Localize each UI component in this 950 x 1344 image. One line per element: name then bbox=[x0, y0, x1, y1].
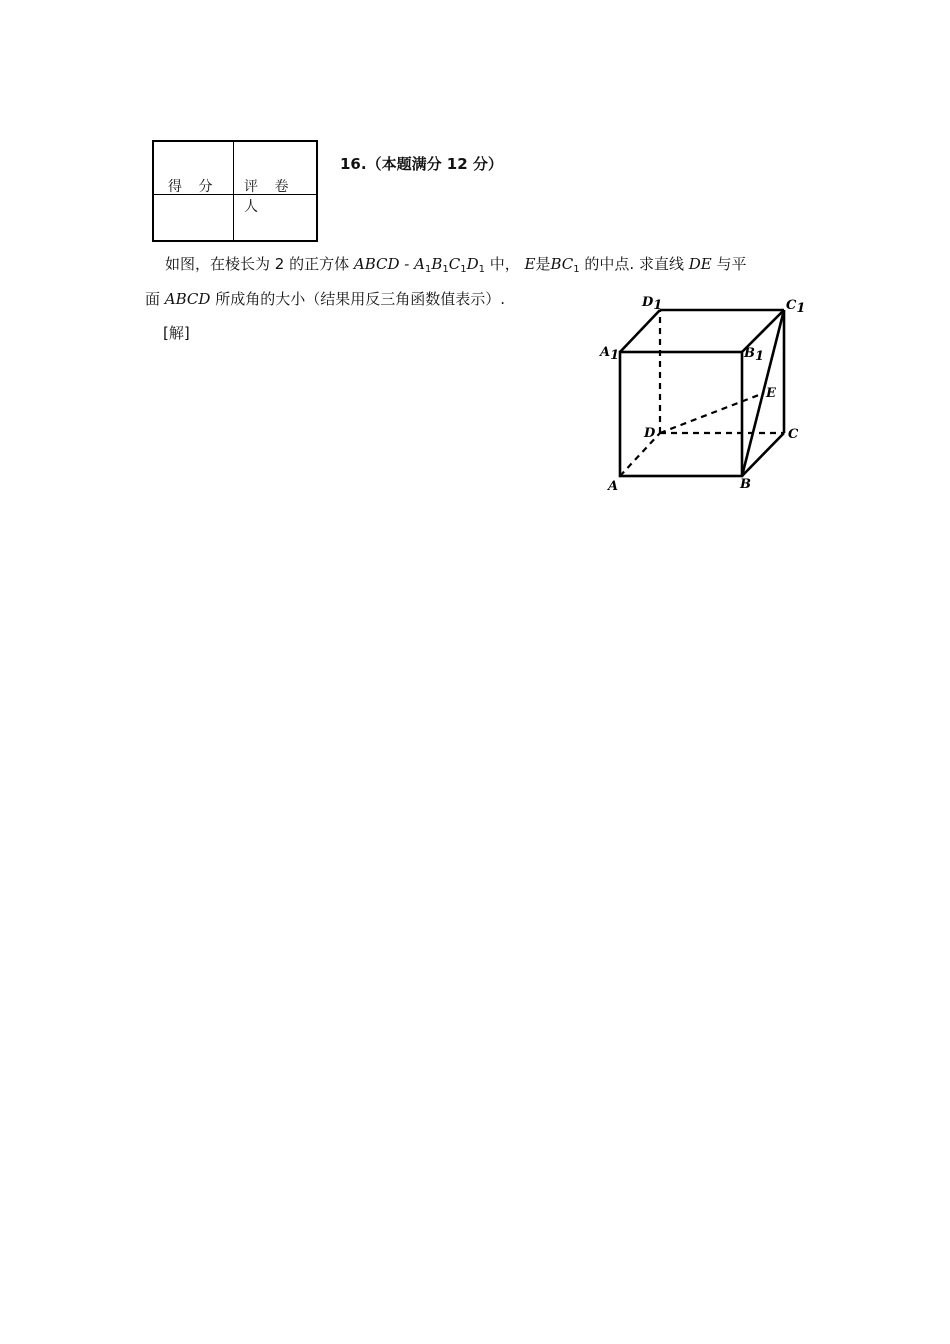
math-segment: DE bbox=[688, 255, 712, 273]
label-C1: C1 bbox=[786, 298, 806, 316]
label-D1: D1 bbox=[642, 295, 663, 313]
question-text-line-2 bbox=[145, 288, 505, 309]
text-segment: 与平 bbox=[711, 255, 747, 273]
label-D: D bbox=[644, 426, 656, 441]
text-segment: 面 bbox=[145, 290, 165, 308]
math-segment: D bbox=[466, 255, 479, 273]
math-segment: ABCD bbox=[164, 290, 211, 308]
subscript: 1 bbox=[573, 264, 580, 275]
segment-D-E bbox=[660, 393, 764, 433]
text-segment: 是 bbox=[535, 255, 551, 273]
subscript: 1 bbox=[478, 264, 485, 275]
math-segment: ABCD - A bbox=[353, 255, 425, 273]
subscript: 1 bbox=[442, 264, 449, 275]
math-segment: C bbox=[448, 255, 461, 273]
text-segment: 所成角的大小（结果用反三角函数值表示）. bbox=[210, 290, 505, 308]
label-A: A bbox=[608, 479, 619, 494]
subscript: 1 bbox=[460, 264, 467, 275]
score-table bbox=[152, 140, 318, 242]
label-B1: B1 bbox=[744, 346, 765, 364]
math-segment: B bbox=[431, 255, 443, 273]
label-B: B bbox=[740, 477, 751, 492]
question-text-line-1 bbox=[165, 253, 747, 275]
math-segment: E bbox=[524, 255, 536, 273]
subscript: 1 bbox=[424, 264, 432, 275]
text-segment: 如图，在棱长为 2 的正方体 bbox=[165, 255, 354, 273]
math-segment: BC bbox=[550, 255, 574, 273]
grader-label: 评 卷 人 bbox=[244, 179, 295, 215]
text-segment: 的中点. 求直线 bbox=[579, 255, 689, 273]
solution-label: [解] bbox=[163, 324, 190, 342]
label-C: C bbox=[788, 427, 799, 442]
label-E: E bbox=[766, 386, 776, 401]
edge-A1-D1 bbox=[620, 310, 660, 352]
score-label: 得 分 bbox=[168, 179, 219, 195]
cube-figure bbox=[590, 290, 820, 500]
table-divider-vertical bbox=[233, 142, 234, 240]
diagonal-B-C1 bbox=[742, 310, 784, 476]
question-heading: 16.（本题满分 12 分） bbox=[340, 155, 503, 173]
text-segment: 中， bbox=[484, 255, 525, 273]
label-A1: A1 bbox=[600, 345, 620, 363]
